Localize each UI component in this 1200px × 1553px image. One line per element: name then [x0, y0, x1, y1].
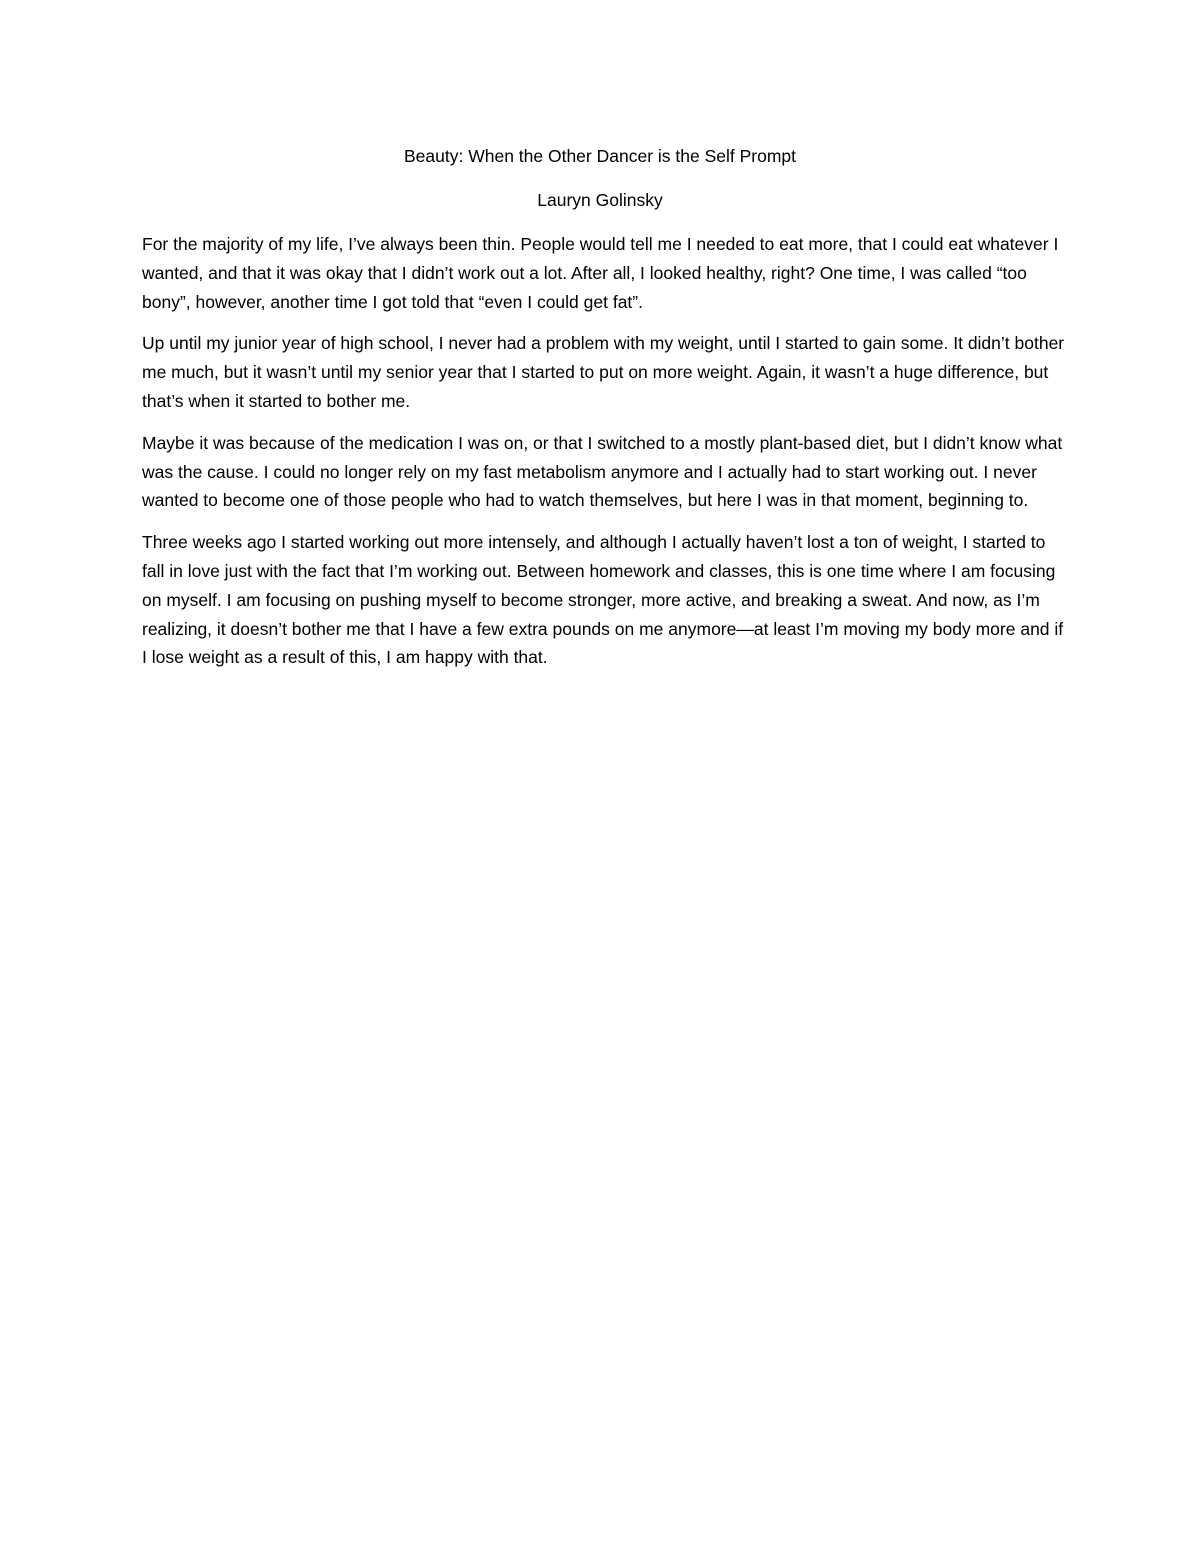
paragraph: Maybe it was because of the medication I was on, or that I switched to a mostly plant-based diet, but I didn’t know what was the cause. I could no longer rely on my fast metabolism anymore and I actually had to start working out. I never wanted to become one of those people who had to watch themselves, but here I was in that moment, beginning to.: [142, 432, 1063, 511]
author-name: Lauryn Golinsky: [537, 190, 663, 210]
document-title: Beauty: When the Other Dancer is the Self Prompt: [404, 146, 796, 166]
document-body: [142, 230, 1067, 685]
paragraph: For the majority of my life, I’ve always been thin. People would tell me I needed to eat more, that I could eat whatever I wanted, and that it was okay that I didn’t work out a lot. After all, I looked healthy, right? One time, I was called “too bony”, however, another time I got told that “even I could get fat”.: [142, 234, 1059, 312]
paragraph: Three weeks ago I started working out more intensely, and although I actually haven’t lost a ton of weight, I started to fall in love just with the fact that I’m working out. Between homework and classes, this is one time where I am focusing on myself. I am focusing on pushing myself to become stronger, more active, and breaking a sweat. And now, as I’m realizing, it doesn’t bother me that I have a few extra pounds on me anymore—at least I’m moving my body more and if I lose weight as a result of this, I am happy with that.: [142, 532, 1064, 668]
paragraph: Up until my junior year of high school, I never had a problem with my weight, until I started to gain some. It didn’t bother me much, but it wasn’t until my senior year that I started to put on more weight. Again, it wasn’t a huge difference, but that’s when it started to bother me.: [142, 333, 1065, 411]
